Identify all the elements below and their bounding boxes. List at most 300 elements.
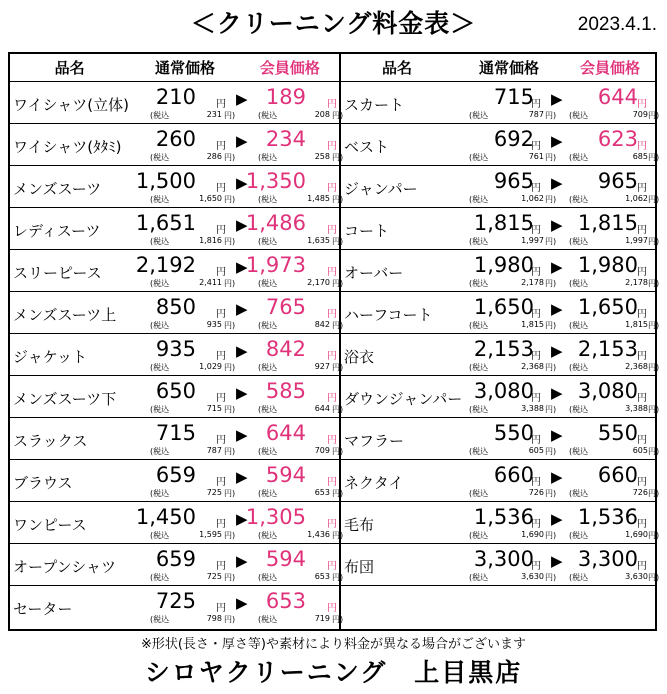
yen-unit: 円: [531, 225, 541, 236]
arrow-icon: ▶: [551, 342, 563, 360]
table-row: [341, 460, 660, 502]
item-name: ハーフコート: [344, 306, 433, 324]
regular-price-tax: 1,062: [521, 194, 544, 203]
item-name: 浴衣: [344, 348, 375, 366]
member-price: 550: [597, 421, 638, 445]
yen-unit: 円: [327, 477, 337, 488]
arrow-icon: ▶: [551, 384, 563, 402]
tax-unit: 円): [332, 237, 344, 246]
tax-label: (税込: [469, 531, 489, 540]
member-price-tax: 2,368: [625, 362, 648, 371]
yen-unit: 円: [637, 99, 647, 110]
arrow-icon: ▶: [236, 468, 248, 486]
member-price-tax: 1,436: [307, 530, 330, 539]
regular-price-tax: 1,816: [199, 236, 222, 245]
tax-label: (税込: [469, 489, 489, 498]
tax-unit: 円): [224, 531, 236, 540]
tax-label: (税込: [469, 405, 489, 414]
tax-label: (税込: [258, 195, 278, 204]
member-price-tax: 2,170: [307, 278, 330, 287]
member-price: 644: [597, 85, 638, 109]
member-price-tax: 719: [314, 614, 330, 623]
tax-unit: 円): [648, 279, 660, 288]
table-row: [341, 376, 660, 418]
tax-label: (税込: [569, 321, 589, 330]
regular-price: 3,080: [473, 379, 534, 403]
member-price: 623: [597, 127, 638, 151]
tax-label: (税込: [150, 363, 170, 372]
price-column-left: [10, 54, 344, 629]
item-name: ブラウス: [13, 474, 73, 492]
header-regular-price: 通常価格: [478, 59, 539, 77]
regular-price: 715: [155, 421, 196, 445]
regular-price: 550: [493, 421, 534, 445]
member-price-tax: 1,690: [625, 530, 648, 539]
member-price: 594: [265, 547, 306, 571]
item-name: ベスト: [344, 138, 390, 156]
regular-price-tax: 3,388: [521, 404, 544, 413]
tax-unit: 円): [545, 531, 557, 540]
yen-unit: 円: [216, 603, 226, 614]
arrow-icon: ▶: [236, 426, 248, 444]
yen-unit: 円: [327, 183, 337, 194]
member-price: 1,980: [577, 253, 638, 277]
table-row: [341, 502, 660, 544]
member-price-tax: 842: [314, 320, 330, 329]
table-row: [341, 250, 660, 292]
tax-unit: 円): [224, 447, 236, 456]
member-price-tax: 3,388: [625, 404, 648, 413]
yen-unit: 円: [327, 99, 337, 110]
tax-unit: 円): [648, 111, 660, 120]
tax-label: (税込: [258, 363, 278, 372]
regular-price: 660: [493, 463, 534, 487]
tax-label: (税込: [469, 447, 489, 456]
yen-unit: 円: [531, 99, 541, 110]
tax-unit: 円): [545, 111, 557, 120]
tax-label: (税込: [569, 531, 589, 540]
regular-price-tax: 231: [206, 110, 222, 119]
member-price-tax: 258: [314, 152, 330, 161]
regular-price: 1,500: [135, 169, 196, 193]
member-price-tax: 1,635: [307, 236, 330, 245]
tax-unit: 円): [224, 489, 236, 498]
member-price: 1,350: [245, 169, 306, 193]
regular-price: 659: [155, 547, 196, 571]
member-price: 594: [265, 463, 306, 487]
tax-label: (税込: [150, 489, 170, 498]
yen-unit: 円: [327, 435, 337, 446]
item-name: オーバー: [344, 264, 404, 282]
member-price: 3,080: [577, 379, 638, 403]
yen-unit: 円: [216, 393, 226, 404]
item-name: セーター: [13, 600, 73, 618]
yen-unit: 円: [327, 351, 337, 362]
regular-price: 1,815: [473, 211, 534, 235]
tax-unit: 円): [648, 195, 660, 204]
yen-unit: 円: [327, 561, 337, 572]
tax-unit: 円): [332, 195, 344, 204]
yen-unit: 円: [637, 561, 647, 572]
tax-unit: 円): [648, 363, 660, 372]
member-price-tax: 726: [632, 488, 648, 497]
yen-unit: 円: [216, 183, 226, 194]
regular-price-tax: 726: [528, 488, 544, 497]
yen-unit: 円: [531, 393, 541, 404]
regular-price-tax: 725: [206, 488, 222, 497]
tax-unit: 円): [648, 405, 660, 414]
item-name: 毛布: [344, 516, 375, 534]
member-price: 234: [265, 127, 306, 151]
table-row: [341, 124, 660, 166]
arrow-icon: ▶: [551, 300, 563, 318]
tax-unit: 円): [332, 531, 344, 540]
arrow-icon: ▶: [551, 510, 563, 528]
tax-label: (税込: [469, 321, 489, 330]
tax-unit: 円): [224, 153, 236, 162]
item-name: レディスーツ: [13, 222, 101, 240]
regular-price: 692: [493, 127, 534, 151]
table-row: [10, 460, 344, 502]
arrow-icon: ▶: [236, 510, 248, 528]
tax-unit: 円): [545, 447, 557, 456]
price-note: ※形状(長さ・厚さ等)や素材により料金が異なる場合がございます: [140, 637, 527, 652]
yen-unit: 円: [531, 141, 541, 152]
yen-unit: 円: [216, 267, 226, 278]
yen-unit: 円: [216, 225, 226, 236]
member-price-tax: 653: [314, 572, 330, 581]
member-price-tax: 653: [314, 488, 330, 497]
tax-unit: 円): [545, 321, 557, 330]
tax-label: (税込: [150, 111, 170, 120]
arrow-icon: ▶: [551, 90, 563, 108]
tax-label: (税込: [150, 573, 170, 582]
tax-unit: 円): [224, 405, 236, 414]
effective-date: 2023.4.1.: [577, 14, 657, 35]
member-price-tax: 1,062: [625, 194, 648, 203]
table-row: [10, 82, 344, 124]
yen-unit: 円: [531, 351, 541, 362]
regular-price-tax: 787: [528, 110, 544, 119]
tax-label: (税込: [150, 279, 170, 288]
tax-label: (税込: [569, 489, 589, 498]
member-price-tax: 927: [314, 362, 330, 371]
tax-label: (税込: [258, 405, 278, 414]
yen-unit: 円: [216, 141, 226, 152]
yen-unit: 円: [216, 99, 226, 110]
arrow-icon: ▶: [236, 342, 248, 360]
yen-unit: 円: [637, 309, 647, 320]
header-member-price: 会員価格: [259, 59, 320, 77]
yen-unit: 円: [216, 477, 226, 488]
yen-unit: 円: [531, 519, 541, 530]
tax-unit: 円): [224, 615, 236, 624]
yen-unit: 円: [531, 309, 541, 320]
table-row: [10, 418, 344, 460]
yen-unit: 円: [637, 393, 647, 404]
member-price: 644: [265, 421, 306, 445]
regular-price: 1,980: [473, 253, 534, 277]
header-regular-price: 通常価格: [154, 59, 215, 77]
member-price-tax: 1,485: [307, 194, 330, 203]
member-price: 1,486: [245, 211, 306, 235]
tax-unit: 円): [648, 321, 660, 330]
header-member-price: 会員価格: [579, 59, 640, 77]
tax-label: (税込: [258, 573, 278, 582]
item-name: メンズスーツ上: [13, 306, 117, 324]
tax-unit: 円): [648, 531, 660, 540]
regular-price: 715: [493, 85, 534, 109]
table-row: [10, 292, 344, 334]
regular-price: 850: [155, 295, 196, 319]
member-price: 1,536: [577, 505, 638, 529]
yen-unit: 円: [637, 225, 647, 236]
tax-unit: 円): [332, 489, 344, 498]
yen-unit: 円: [216, 351, 226, 362]
table-row: [10, 586, 344, 628]
member-price: 965: [597, 169, 638, 193]
yen-unit: 円: [637, 267, 647, 278]
tax-unit: 円): [545, 195, 557, 204]
table-row: [10, 502, 344, 544]
tax-label: (税込: [258, 447, 278, 456]
arrow-icon: ▶: [551, 216, 563, 234]
table-row: [341, 586, 655, 628]
member-price: 1,305: [245, 505, 306, 529]
tax-unit: 円): [224, 195, 236, 204]
regular-price: 725: [155, 589, 196, 613]
member-price-tax: 709: [632, 110, 648, 119]
tax-unit: 円): [545, 489, 557, 498]
tax-unit: 円): [648, 237, 660, 246]
regular-price: 1,651: [135, 211, 196, 235]
yen-unit: 円: [531, 183, 541, 194]
tax-label: (税込: [569, 573, 589, 582]
regular-price: 659: [155, 463, 196, 487]
regular-price-tax: 1,595: [199, 530, 222, 539]
regular-price-tax: 1,815: [521, 320, 544, 329]
member-price: 1,973: [245, 253, 306, 277]
regular-price-tax: 761: [528, 152, 544, 161]
tax-label: (税込: [469, 153, 489, 162]
member-price: 653: [265, 589, 306, 613]
member-price: 660: [597, 463, 638, 487]
yen-unit: 円: [327, 603, 337, 614]
table-row: [10, 208, 344, 250]
member-price: 842: [265, 337, 306, 361]
yen-unit: 円: [327, 225, 337, 236]
item-name: 布団: [344, 558, 375, 576]
tax-unit: 円): [224, 237, 236, 246]
regular-price-tax: 1,650: [199, 194, 222, 203]
yen-unit: 円: [216, 309, 226, 320]
tax-unit: 円): [332, 405, 344, 414]
tax-label: (税込: [150, 237, 170, 246]
arrow-icon: ▶: [236, 216, 248, 234]
member-price-tax: 2,178: [625, 278, 648, 287]
tax-label: (税込: [569, 405, 589, 414]
member-price-tax: 709: [314, 446, 330, 455]
member-price: 3,300: [577, 547, 638, 571]
regular-price: 1,650: [473, 295, 534, 319]
tax-label: (税込: [569, 447, 589, 456]
arrow-icon: ▶: [236, 174, 248, 192]
regular-price: 2,192: [135, 253, 196, 277]
tax-label: (税込: [569, 363, 589, 372]
tax-label: (税込: [469, 111, 489, 120]
price-column-right: [341, 54, 660, 629]
tax-label: (税込: [469, 195, 489, 204]
page-title: ＜クリーニング料金表＞: [190, 9, 477, 38]
tax-unit: 円): [224, 321, 236, 330]
header-row: [10, 54, 339, 82]
yen-unit: 円: [216, 435, 226, 446]
tax-unit: 円): [224, 111, 236, 120]
item-name: スリーピース: [13, 264, 102, 282]
table-row: [341, 334, 660, 376]
tax-label: (税込: [150, 531, 170, 540]
yen-unit: 円: [531, 435, 541, 446]
tax-unit: 円): [332, 363, 344, 372]
table-row: [10, 334, 344, 376]
tax-label: (税込: [258, 321, 278, 330]
arrow-icon: ▶: [236, 132, 248, 150]
item-name: スラックス: [13, 432, 88, 450]
arrow-icon: ▶: [551, 552, 563, 570]
arrow-icon: ▶: [236, 258, 248, 276]
regular-price-tax: 725: [206, 572, 222, 581]
shop-name: シロヤクリーニング 上目黒店: [144, 658, 523, 687]
tax-unit: 円): [332, 447, 344, 456]
item-name: ジャケット: [13, 348, 87, 366]
regular-price: 935: [155, 337, 196, 361]
regular-price: 965: [493, 169, 534, 193]
member-price-tax: 605: [632, 446, 648, 455]
regular-price-tax: 605: [528, 446, 544, 455]
header-item-name: 品名: [381, 59, 412, 77]
yen-unit: 円: [327, 393, 337, 404]
member-price-tax: 1,815: [625, 320, 648, 329]
table-row: [341, 292, 660, 334]
arrow-icon: ▶: [236, 90, 248, 108]
tax-unit: 円): [545, 573, 557, 582]
table-row: [10, 544, 344, 586]
tax-unit: 円): [545, 279, 557, 288]
yen-unit: 円: [637, 183, 647, 194]
regular-price: 210: [155, 85, 196, 109]
table-row: [10, 376, 344, 418]
regular-price-tax: 935: [206, 320, 222, 329]
tax-label: (税込: [258, 153, 278, 162]
item-name: オープンシャツ: [13, 558, 116, 576]
tax-unit: 円): [332, 321, 344, 330]
member-price: 765: [265, 295, 306, 319]
item-name: ダウンジャンパー: [344, 390, 463, 408]
arrow-icon: ▶: [236, 384, 248, 402]
regular-price-tax: 787: [206, 446, 222, 455]
item-name: ネクタイ: [344, 474, 404, 492]
item-name: メンズスーツ: [13, 180, 102, 198]
arrow-icon: ▶: [551, 258, 563, 276]
table-row: [341, 82, 660, 124]
yen-unit: 円: [531, 267, 541, 278]
arrow-icon: ▶: [551, 132, 563, 150]
tax-label: (税込: [150, 153, 170, 162]
tax-unit: 円): [224, 573, 236, 582]
price-table: [8, 52, 660, 631]
member-price-tax: 644: [314, 404, 330, 413]
tax-label: (税込: [469, 279, 489, 288]
tax-label: (税込: [258, 111, 278, 120]
table-row: [10, 124, 344, 166]
tax-unit: 円): [545, 405, 557, 414]
tax-unit: 円): [224, 279, 236, 288]
tax-unit: 円): [332, 279, 344, 288]
member-price-tax: 3,630: [625, 572, 648, 581]
item-name: マフラー: [344, 432, 405, 450]
arrow-icon: ▶: [236, 594, 248, 612]
tax-unit: 円): [648, 153, 660, 162]
member-price: 2,153: [577, 337, 638, 361]
item-name: ワイシャツ(立体): [13, 96, 129, 114]
member-price: 1,650: [577, 295, 638, 319]
arrow-icon: ▶: [236, 552, 248, 570]
item-name: ワンピース: [13, 516, 87, 534]
member-price: 1,815: [577, 211, 638, 235]
yen-unit: 円: [327, 141, 337, 152]
yen-unit: 円: [327, 519, 337, 530]
item-name: メンズスーツ下: [13, 390, 117, 408]
arrow-icon: ▶: [236, 300, 248, 318]
tax-label: (税込: [258, 237, 278, 246]
regular-price-tax: 1,997: [521, 236, 544, 245]
regular-price-tax: 1,029: [199, 362, 222, 371]
tax-unit: 円): [545, 153, 557, 162]
regular-price-tax: 715: [206, 404, 222, 413]
regular-price-tax: 2,178: [521, 278, 544, 287]
tax-unit: 円): [332, 573, 344, 582]
yen-unit: 円: [637, 351, 647, 362]
yen-unit: 円: [216, 561, 226, 572]
yen-unit: 円: [637, 435, 647, 446]
member-price-tax: 208: [314, 110, 330, 119]
regular-price-tax: 798: [206, 614, 222, 623]
tax-unit: 円): [332, 153, 344, 162]
tax-unit: 円): [648, 489, 660, 498]
tax-label: (税込: [150, 615, 170, 624]
regular-price-tax: 286: [206, 152, 222, 161]
item-name: コート: [344, 222, 390, 240]
item-name: ジャンパー: [344, 180, 418, 198]
yen-unit: 円: [637, 519, 647, 530]
tax-label: (税込: [150, 447, 170, 456]
regular-price: 1,450: [135, 505, 196, 529]
regular-price-tax: 2,368: [521, 362, 544, 371]
tax-label: (税込: [569, 279, 589, 288]
item-name: スカート: [344, 96, 405, 114]
tax-label: (税込: [569, 195, 589, 204]
regular-price-tax: 3,630: [521, 572, 544, 581]
tax-label: (税込: [469, 573, 489, 582]
tax-label: (税込: [150, 195, 170, 204]
tax-label: (税込: [569, 111, 589, 120]
arrow-icon: ▶: [551, 174, 563, 192]
regular-price: 2,153: [473, 337, 534, 361]
tax-label: (税込: [150, 405, 170, 414]
member-price: 585: [265, 379, 306, 403]
regular-price: 3,300: [473, 547, 534, 571]
table-row: [341, 208, 660, 250]
